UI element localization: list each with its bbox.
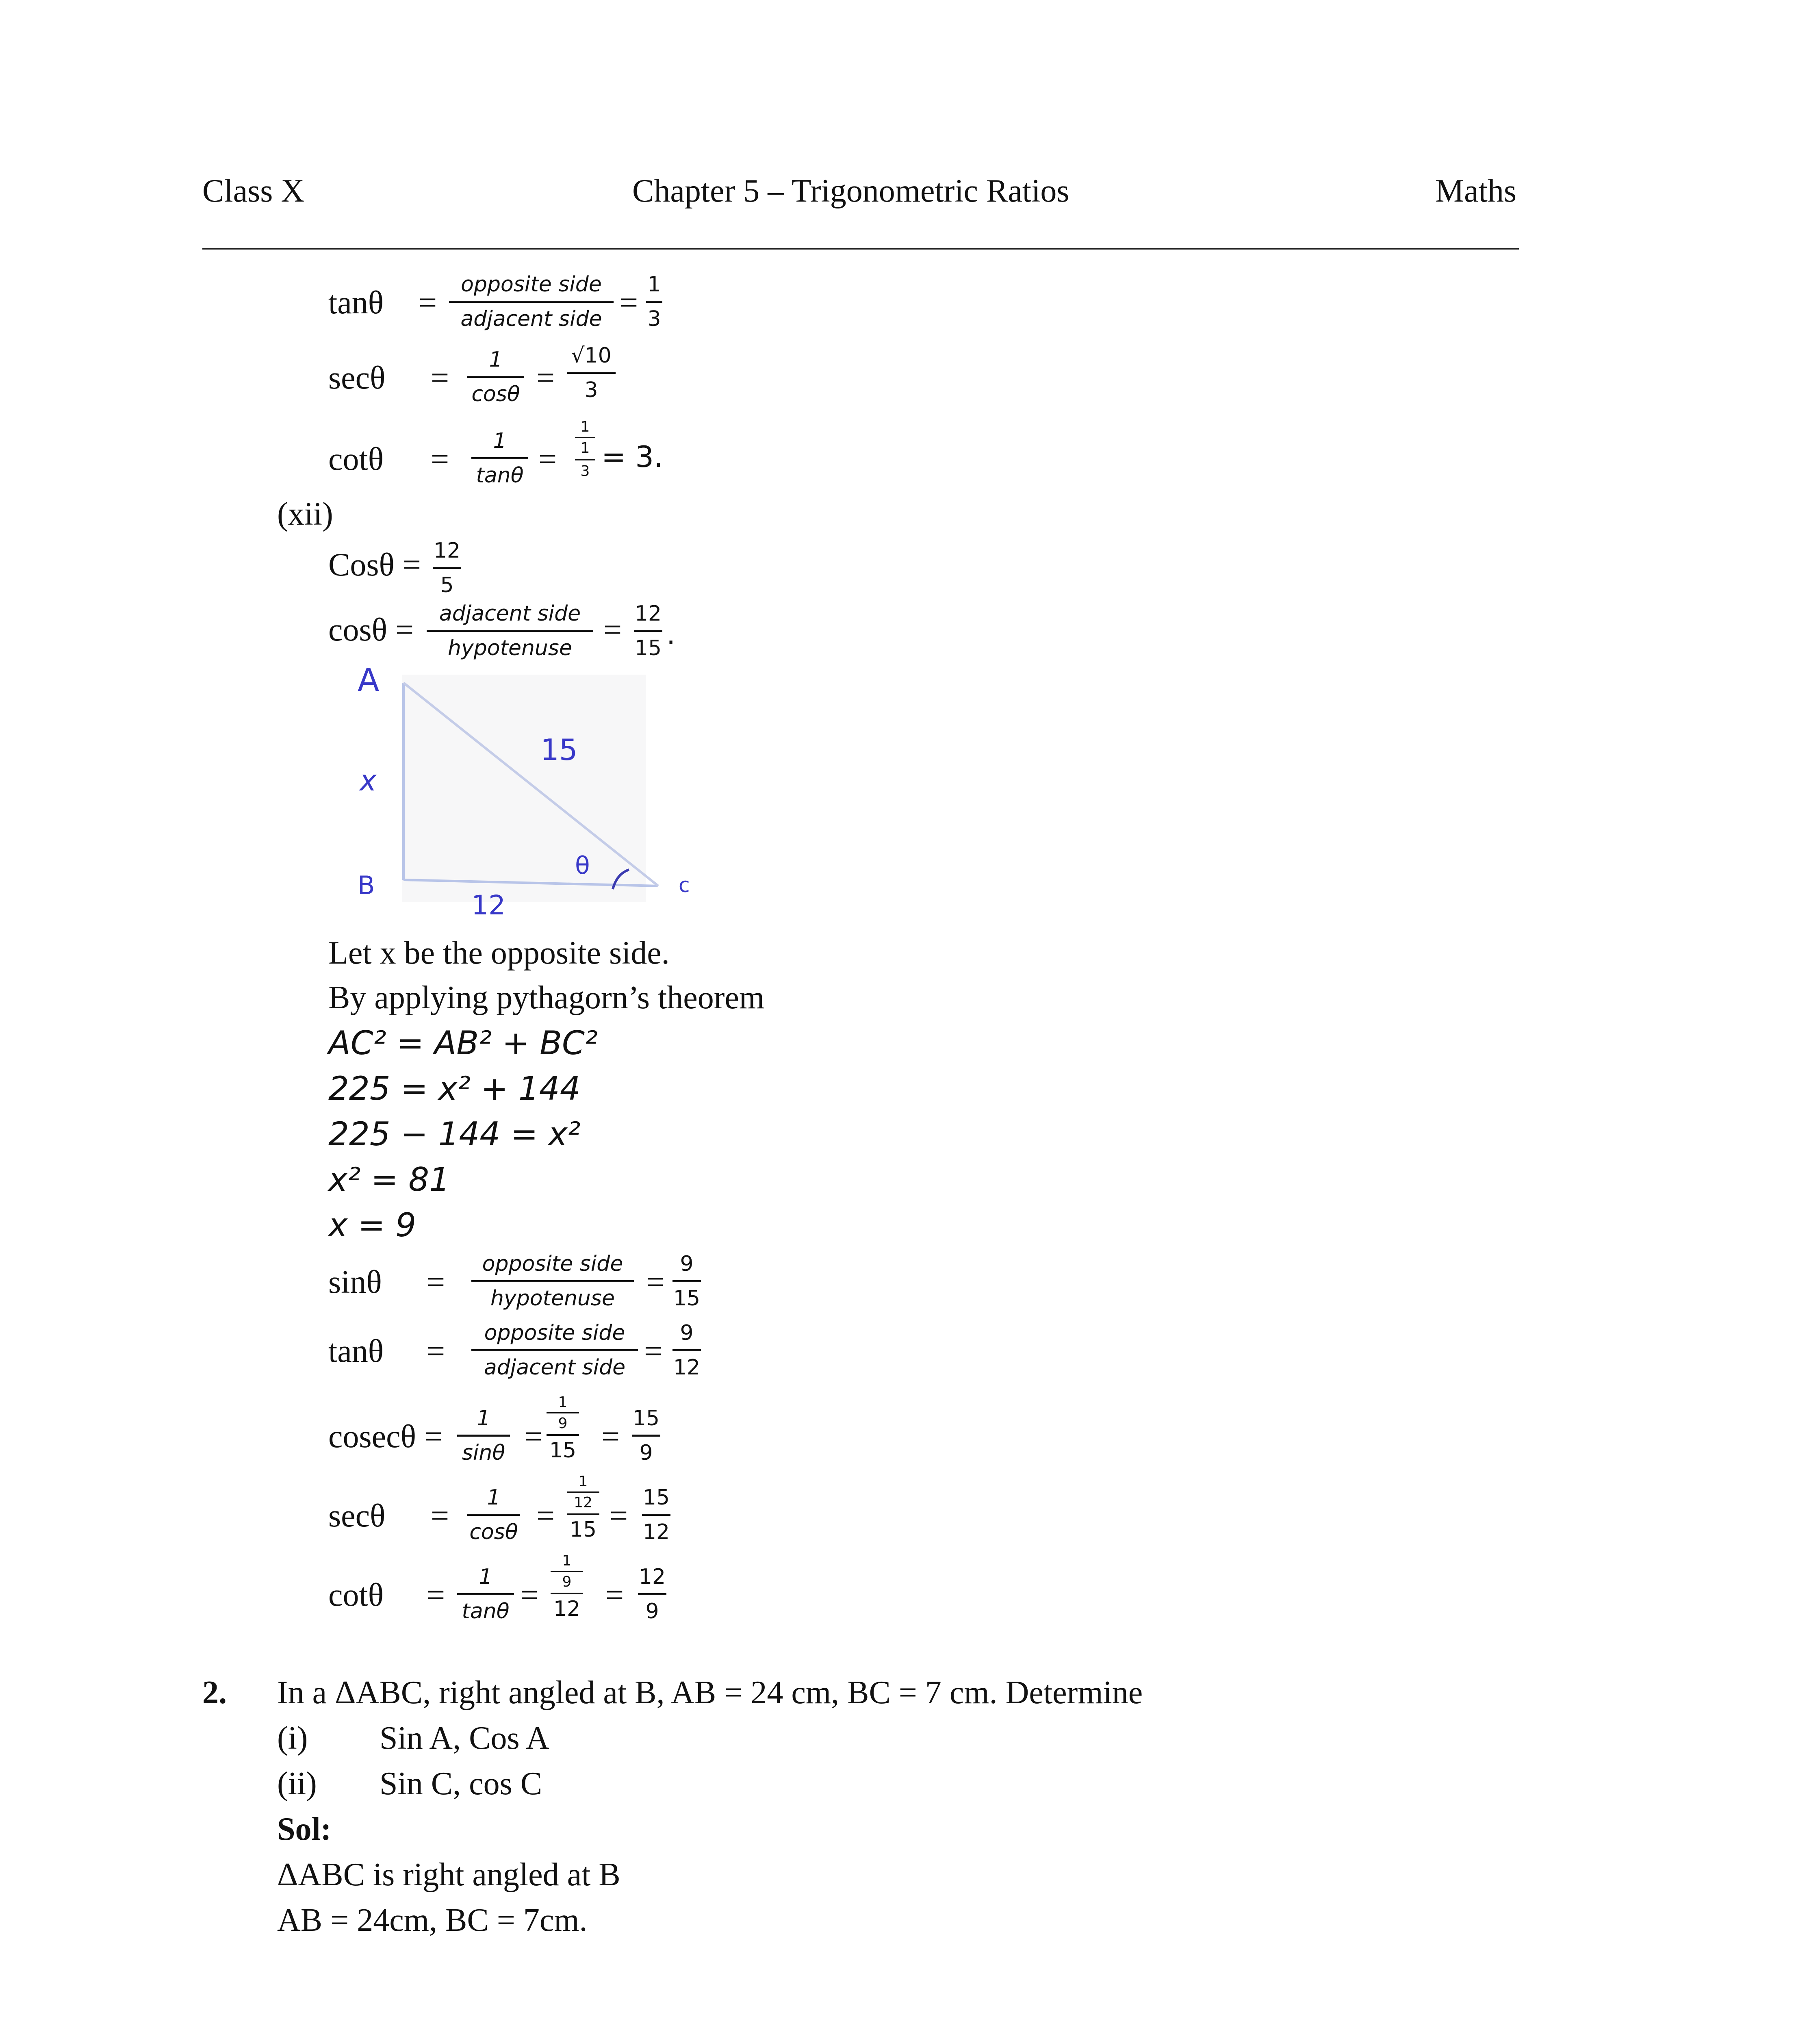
header-chapter-title: Chapter 5 – Trigonometric Ratios <box>632 173 1069 209</box>
xii-cos-label: cosθ = <box>328 612 414 648</box>
xi-cot-label: cotθ <box>328 441 384 477</box>
equals-sign: = <box>644 1333 663 1369</box>
vertex-b-label: B <box>358 871 375 900</box>
xii-sec-compound-fraction: 1 12 15 <box>567 1473 599 1542</box>
xii-cos-tail: . <box>666 618 676 651</box>
side-x-label: x <box>360 764 377 797</box>
theta-label: θ <box>575 851 590 880</box>
math-line: 225 − 144 = x² <box>328 1115 581 1153</box>
xii-cot-compound-fraction: 1 9 12 <box>551 1552 583 1621</box>
xi-cot-result: = 3. <box>601 440 663 474</box>
xii-cot-label: cotθ <box>328 1577 384 1613</box>
denominator: adjacent side <box>460 307 602 331</box>
item-text: Sin C, cos C <box>380 1766 542 1802</box>
xii-cosec-fraction: 1 sinθ <box>457 1406 510 1465</box>
vertex-a-label: A <box>358 666 380 699</box>
equals-sign: = <box>431 441 449 477</box>
equals-sign: = <box>520 1577 539 1613</box>
xii-sin-fraction: opposite side hypotenuse <box>471 1252 634 1311</box>
xii-tan-fraction: opposite side adjacent side <box>471 1321 638 1380</box>
equals-sign: = <box>610 1498 628 1534</box>
question-number: 2. <box>202 1675 227 1711</box>
xii-given-label: Cosθ = <box>328 547 421 583</box>
equals-sign: = <box>431 360 449 396</box>
header-class: Class X <box>202 173 305 209</box>
xii-sin-label: sinθ <box>328 1264 382 1300</box>
solution-line: AB = 24cm, BC = 7cm. <box>277 1902 588 1938</box>
header-subject: Maths <box>1435 173 1516 209</box>
math-line: 225 = x² + 144 <box>328 1070 581 1107</box>
vertex-c-label: c <box>679 873 690 897</box>
solution-line: ΔABC is right angled at B <box>277 1857 620 1893</box>
xii-given-fraction: 12 5 <box>433 538 461 597</box>
text-line: By applying pythagorn’s theorem <box>328 980 765 1016</box>
xi-sec-label: secθ <box>328 360 386 396</box>
numerator: opposite side <box>461 272 602 297</box>
triangle-figure <box>349 666 707 918</box>
equals-sign: = <box>620 285 638 321</box>
xii-tan-label: tanθ <box>328 1333 384 1369</box>
equals-sign: = <box>646 1264 665 1300</box>
xii-sin-result: 9 15 <box>673 1252 701 1311</box>
solution-label: Sol: <box>277 1811 332 1847</box>
xi-tan-fraction <box>449 272 614 331</box>
math-line: x² = 81 <box>328 1161 450 1198</box>
xi-cot-compound-fraction: 1 1 3 <box>575 419 595 480</box>
equals-sign: = <box>536 1498 555 1534</box>
item-text: Sin A, Cos A <box>380 1720 549 1756</box>
xii-sec-label: secθ <box>328 1498 386 1534</box>
equals-sign: = <box>427 1333 445 1369</box>
math-line: AC² = AB² + BC² <box>328 1024 598 1062</box>
header-rule <box>202 248 1519 250</box>
text-line: Let x be the opposite side. <box>328 935 670 971</box>
xi-tan-result: 1 3 <box>646 272 662 331</box>
equals-sign: = <box>427 1264 445 1300</box>
equals-sign: = <box>524 1419 543 1455</box>
equals-sign: = <box>427 1577 445 1613</box>
xii-sec-result: 15 12 <box>642 1485 670 1544</box>
xii-cosec-label: cosecθ = <box>328 1419 443 1455</box>
equals-sign: = <box>603 612 622 648</box>
xii-tan-result: 9 12 <box>673 1321 701 1380</box>
xii-cosec-compound-fraction: 1 9 15 <box>547 1394 579 1463</box>
equals-sign: = <box>538 441 557 477</box>
item-number: (ii) <box>277 1766 317 1802</box>
xii-cosec-result: 15 9 <box>632 1406 660 1465</box>
equals-sign: = <box>536 360 555 396</box>
xii-sec-fraction: 1 cosθ <box>467 1485 520 1544</box>
part-xii-label: (xii) <box>277 496 333 532</box>
xii-cot-result: 12 9 <box>638 1565 666 1624</box>
xii-cos-result: 12 15 <box>634 601 662 660</box>
equals-sign: = <box>601 1419 620 1455</box>
base-label: 12 <box>471 890 505 918</box>
equals-sign: = <box>605 1577 624 1613</box>
question-text: In a ΔABC, right angled at B, AB = 24 cm, BC = 7 cm. Determine <box>277 1675 1143 1711</box>
xi-tan-label: tanθ <box>328 285 384 321</box>
xii-cos-fraction: adjacent side hypotenuse <box>427 601 593 660</box>
item-number: (i) <box>277 1720 308 1756</box>
math-line: x = 9 <box>328 1206 416 1244</box>
equals-sign: = <box>431 1498 449 1534</box>
hypotenuse-label: 15 <box>540 733 578 767</box>
xi-cot-fraction: 1 tanθ <box>471 429 528 488</box>
xi-sec-fraction: 1 cosθ <box>467 347 524 406</box>
equals-sign: = <box>419 285 437 321</box>
xii-cot-fraction: 1 tanθ <box>457 1565 514 1624</box>
xi-sec-result: √10 3 <box>567 343 616 402</box>
